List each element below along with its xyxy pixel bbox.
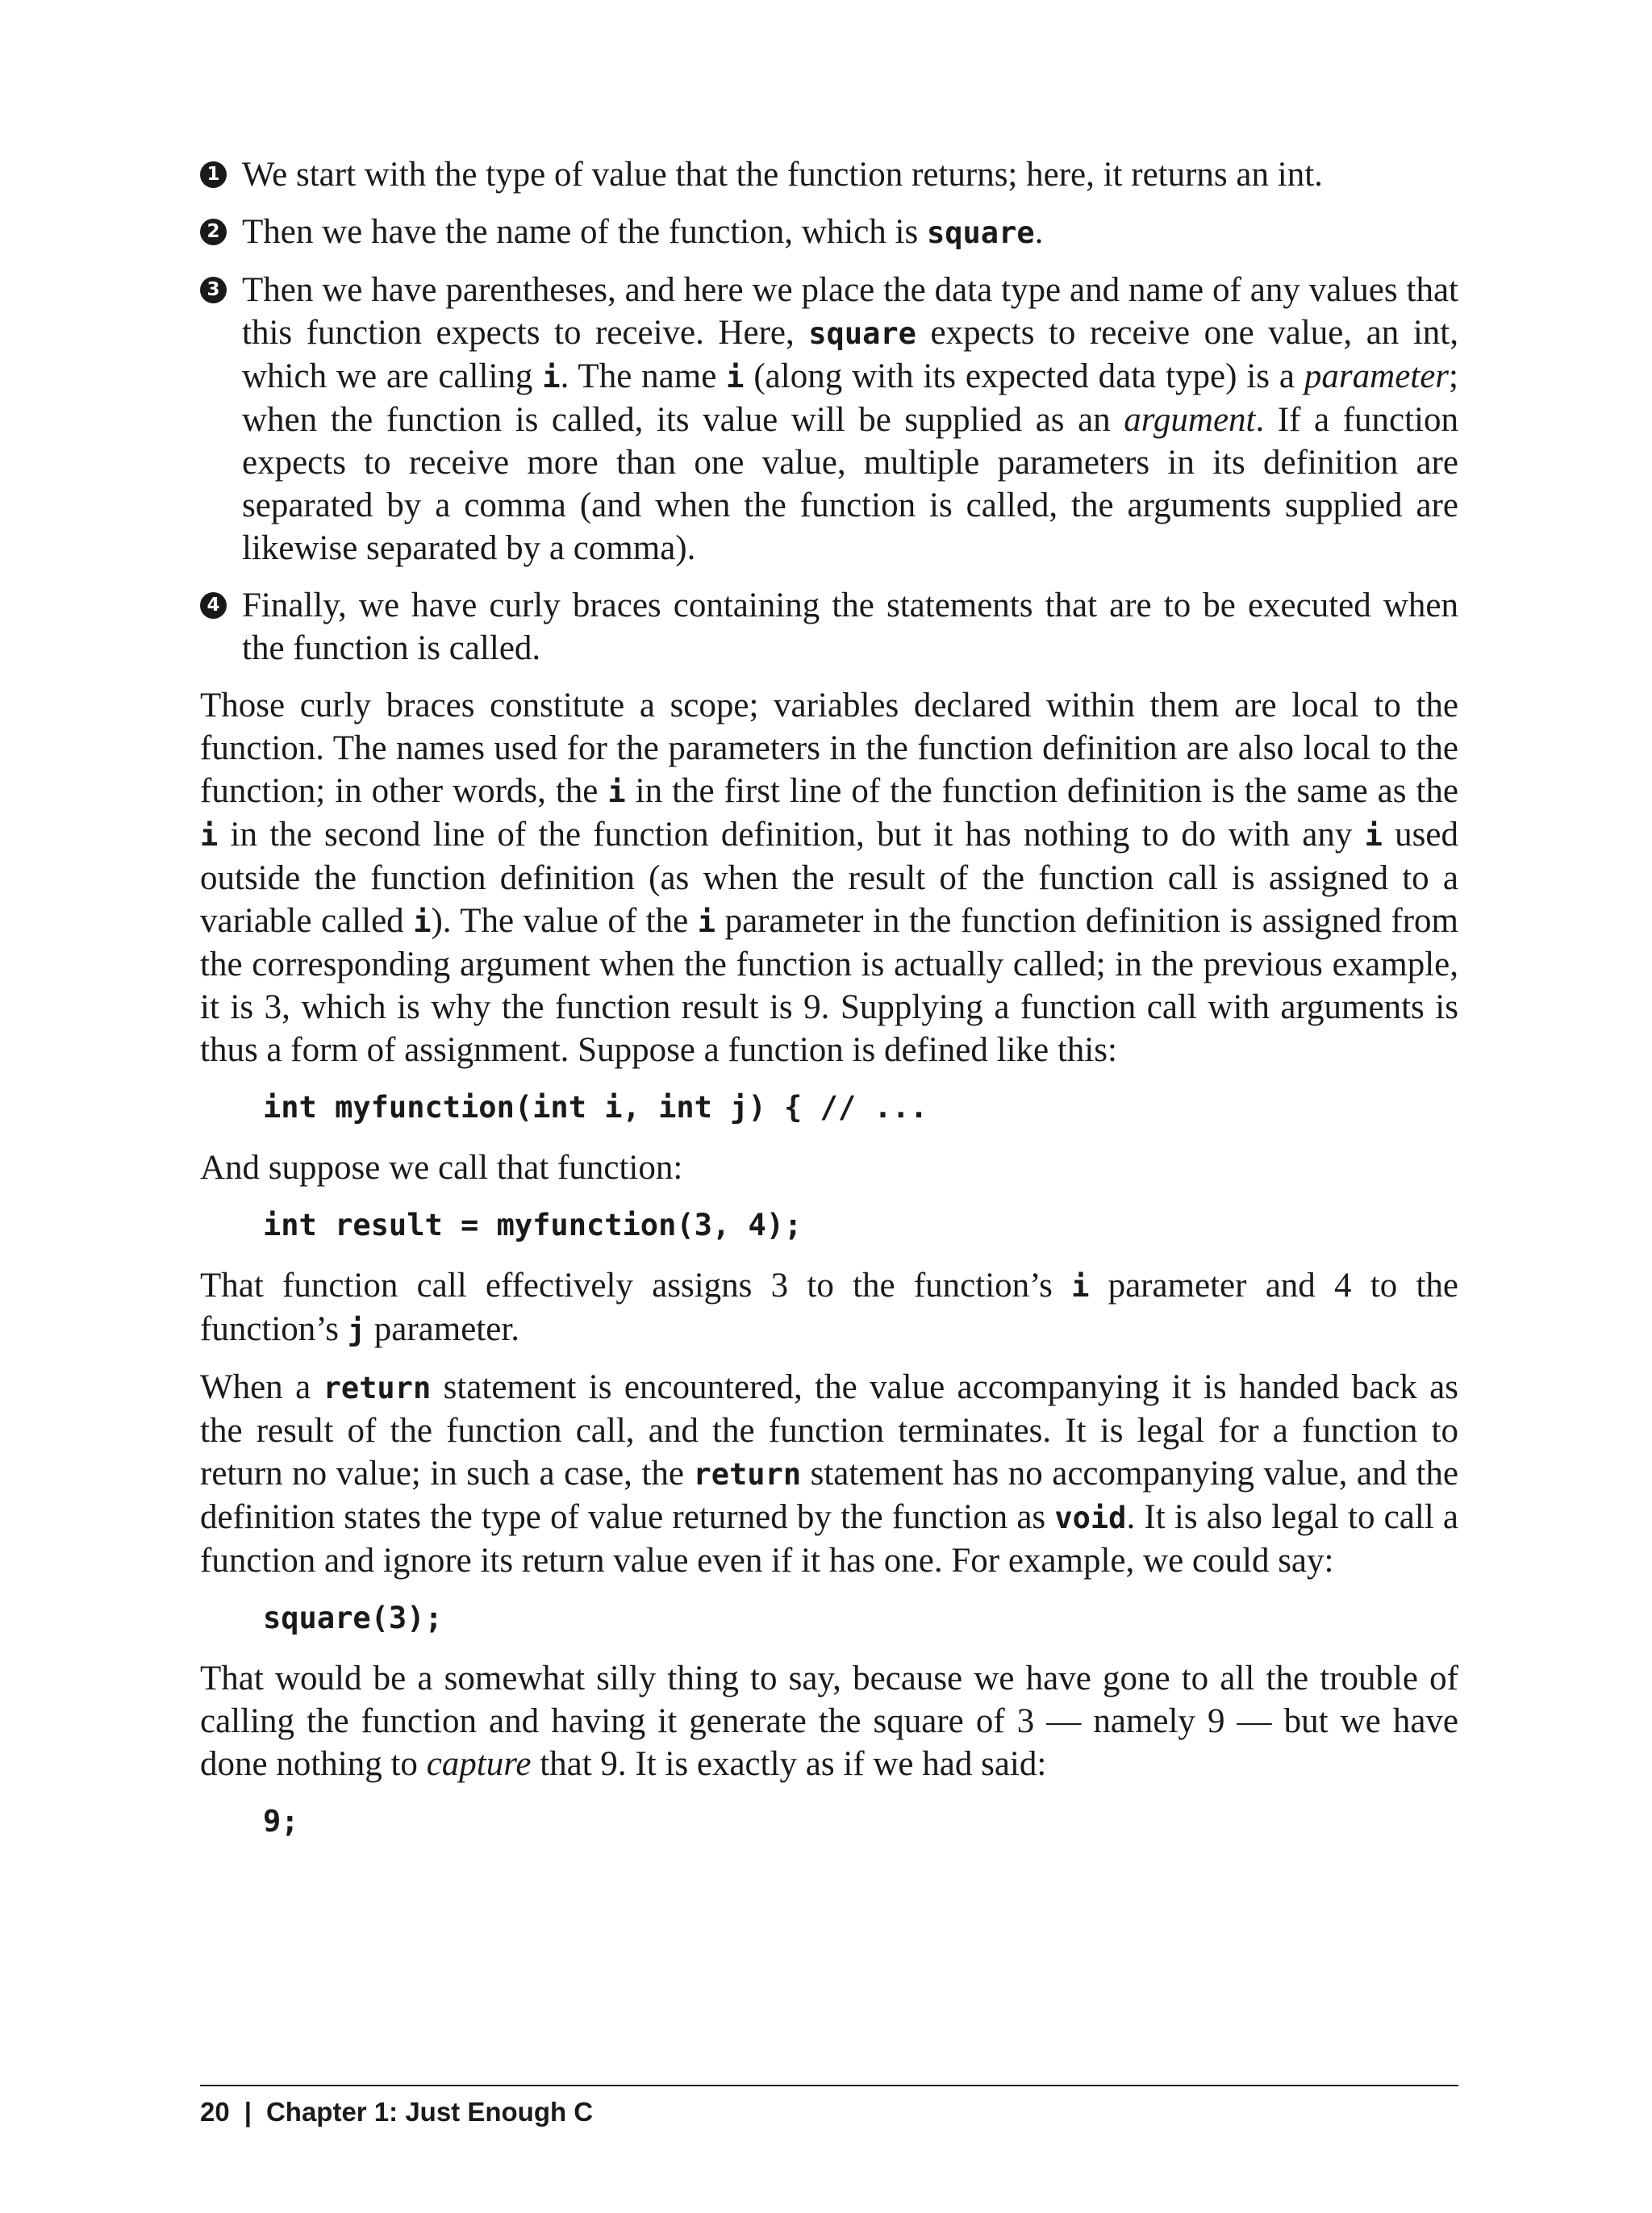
text-run: parameter in the function definition is assigned from the corresponding argument when the function is actually called; in the previous example, it is 3, which is why the function result is 9. Supplying a function call with arguments is thus a form of assignment. Suppose a function is defined like this: — [200, 902, 1458, 1069]
term-capture: capture — [426, 1745, 532, 1783]
callout-text-4: Finally, we have curly braces containing the statements that are to be executed when the function is called. — [242, 587, 1458, 667]
text-run: . The name — [560, 357, 727, 395]
callout-item-3 — [200, 269, 1458, 570]
inline-code: i — [413, 904, 432, 939]
callout-text-2a: Then we have the name of the function, which is — [242, 213, 927, 251]
inline-code: i — [726, 360, 745, 395]
page-footer — [200, 2094, 593, 2130]
footer-separator: | — [244, 2097, 252, 2127]
inline-code: i — [200, 818, 219, 853]
callout-marker-4: 4 — [200, 592, 227, 619]
inline-code: square — [926, 215, 1035, 250]
text-run: Then we have parentheses, and here we place the data type and name of any values that this function expects to receive. Here, — [242, 271, 1458, 352]
text-run: used outside the function definition (as when the result of the function call is assigned to a variable called — [200, 816, 1458, 940]
inline-code: i — [697, 904, 716, 939]
text-run: ). The value of the — [431, 902, 698, 940]
text-run: (along with its expected data type) is a — [744, 357, 1304, 395]
term-parameter: parameter — [1304, 357, 1450, 395]
text-run: that 9. It is exactly as if we had said: — [531, 1745, 1047, 1783]
inline-code: i — [1364, 818, 1383, 853]
text-run: parameter and 4 to the function’s — [200, 1267, 1458, 1348]
inline-code: j — [347, 1313, 366, 1347]
paragraph-scope — [200, 684, 1458, 1071]
text-run: . It is also legal to call a function and ignore its return value even if it has one. For example, we could say: — [200, 1498, 1459, 1580]
code-block-square: square(3); — [263, 1601, 443, 1635]
code-block-call: int result = myfunction(3, 4); — [263, 1208, 803, 1242]
inline-code: void — [1054, 1501, 1127, 1535]
page-number: 20 — [200, 2097, 230, 2127]
paragraph-call: And suppose we call that function: — [200, 1149, 683, 1187]
text-run: statement is encountered, the value accompanying it is handed back as the result of the function call, and the function terminates. It is legal for a function to return no value; in such a case, the — [200, 1368, 1459, 1493]
callout-item-4 — [200, 584, 1458, 670]
text-run: in the first line of the function definition is the same as the — [625, 772, 1459, 810]
text-run: parameter. — [365, 1310, 520, 1348]
text-run: Those curly braces constitute a scope; variables declared within them are local to the function. The names used for the parameters in the function definition are also local to the function; in other words, the — [200, 687, 1458, 810]
callout-marker-2: 2 — [200, 219, 227, 245]
paragraph-return — [200, 1366, 1458, 1582]
inline-code: i — [542, 360, 561, 395]
text-run: in the second line of the function definition, but it has nothing to do with any — [218, 816, 1365, 854]
callout-text-1: We start with the type of value that the function returns; here, it returns an int. — [242, 156, 1323, 194]
paragraph-capture — [200, 1657, 1458, 1785]
text-run: statement has no accompanying value, and the definition states the type of value returned by the function as — [200, 1455, 1458, 1536]
term-argument: argument — [1124, 401, 1256, 439]
text-run: That function call effectively assigns 3 to the function’s — [200, 1267, 1072, 1305]
inline-code: i — [1071, 1269, 1090, 1304]
paragraph-assignment — [200, 1264, 1458, 1351]
code-block-nine: 9; — [263, 1804, 299, 1839]
text-run: That would be a somewhat silly thing to say, because we have gone to all the trouble of calling the function and having it generate the square of 3 — namely 9 — but we have done nothing to — [200, 1660, 1458, 1783]
page-body — [200, 153, 1458, 1860]
chapter-title: Chapter 1: Just Enough C — [265, 2097, 594, 2127]
code-block-definition: int myfunction(int i, int j) { // ... — [263, 1090, 928, 1125]
text-run: ; when the function is called, its value will be supplied as an — [242, 357, 1458, 439]
inline-code: square — [808, 316, 916, 351]
callout-marker-1: 1 — [200, 161, 227, 188]
inline-code: i — [607, 775, 626, 809]
text-run: expects to receive one value, an int, which we are calling — [242, 314, 1458, 395]
callout-text-2b: . — [1034, 213, 1044, 251]
text-run: . If a function expects to receive more than one value, multiple parameters in its definition are separated by a comma (and when the function is called, the arguments supplied are likewise separated by a comma). — [242, 401, 1458, 567]
text-run: When a — [200, 1368, 323, 1406]
callout-item-1 — [200, 153, 1458, 196]
callout-marker-3: 3 — [200, 277, 227, 303]
inline-code: return — [323, 1371, 432, 1405]
footer-rule — [200, 2085, 1458, 2086]
callout-item-2 — [200, 211, 1458, 254]
inline-code: return — [693, 1457, 802, 1492]
